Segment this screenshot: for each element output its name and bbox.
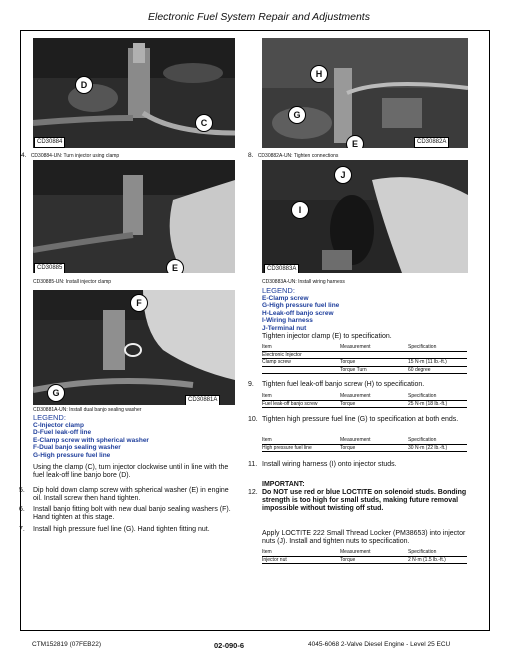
spec-group: Electronic Injector [262,351,467,359]
step-11-number: 11. [248,461,258,468]
legend-item: I-Wiring harness [262,317,313,325]
spec-cell: High pressure fuel line [262,444,340,452]
legend-heading: LEGEND: [33,413,66,422]
photo-id: CD30882A [414,137,449,148]
spec-header: Measurement [340,549,408,556]
spec-table-clamp [262,344,467,374]
callout-i: I [291,201,309,219]
callout-c: C [195,114,213,132]
legend-item: D-Fuel leak-off line [33,429,92,437]
photo-id: CD30884 [34,137,65,148]
caption-install-harness: CD30883A-UN: Install wiring harness [262,279,345,285]
step-12-number: 12. [248,489,258,496]
step-9-text: Tighten fuel leak-off banjo screw (H) to specification. [262,381,425,388]
spec-table-injector-nut [262,549,467,564]
step-6 [19,506,237,522]
photo-id: CD30881A [185,395,220,405]
callout-f: F [130,294,148,312]
spec-cell: Torque [340,556,408,564]
legend-heading: LEGEND: [262,286,295,295]
step-5-text: Dip hold down clamp screw with spherical washer (E) in engine oil. Install screw then hand tighten. [33,487,229,502]
caption-text: CD30884-UN: Turn injector using clamp [30,153,120,159]
step-10 [248,416,468,424]
important-label: IMPORTANT: [262,481,305,488]
step-4-number: 4. [21,152,27,159]
step-10-number: 10. [248,416,258,423]
spec-cell: 15 N·m (11 lb.-ft.) [408,359,467,367]
frame-right-border [489,30,490,630]
spec-cell [262,366,340,374]
step-5-number: 5. [19,487,25,494]
spec-header: Measurement [340,393,408,400]
photo-install-clamp [33,160,235,273]
legend-item: E-Clamp screw with spherical washer [33,436,149,444]
instruction-apply-loctite: Apply LOCTITE 222 Small Thread Locker (PM38653) into injector nuts (J). Install and tighten nuts to specification. [262,530,466,545]
step-7-text: Install high pressure fuel line (G). Hand tighten fitting nut. [33,526,210,533]
spec-table-fuel-line [262,437,467,452]
legend-left [33,414,149,460]
spec-header: Measurement [340,437,408,444]
callout-g: G [47,384,65,402]
step-8-caption [248,152,338,159]
spec-cell: Torque [340,400,408,408]
spec-cell: 30 N·m (22 lb.-ft.) [408,444,467,452]
spec-cell: 25 N·m (18 lb.-ft.) [408,400,467,408]
footer-divider [20,630,490,631]
step-11 [248,461,468,469]
callout-g: G [288,106,306,124]
spec-cell: Torque Turn [340,366,408,374]
important-text: Do NOT use red or blue LOCTITE on solenoid studs. Bonding strength is too high for small studs, making future removal impossible without twisting off stud. [262,489,467,512]
callout-h: H [310,65,328,83]
spec-header: Item [262,549,340,556]
spec-header: Specification [408,437,467,444]
legend-item: H-Leak-off banjo screw [262,309,334,317]
step-5 [19,487,237,503]
step-6-number: 6. [19,506,25,513]
spec-cell: Fuel leak-off banjo screw [262,400,340,408]
step-6-text: Install banjo fitting bolt with new dual banjo sealing washers (F). Hand tighten at this stage. [33,506,231,521]
spec-header: Item [262,344,340,351]
frame-left-border [20,30,21,630]
photo-turn-injector [33,38,235,148]
step-8-number: 8. [248,152,254,159]
step-7-number: 7. [19,526,25,533]
photo-id: CD30885 [34,263,65,273]
legend-item: G-High pressure fuel line [262,302,340,310]
spec-cell: 60 degree [408,366,467,374]
spec-header: Item [262,437,340,444]
instruction-tighten-clamp: Tighten injector clamp (E) to specification. [262,333,392,340]
page-header [20,8,490,31]
photo-install-harness [262,160,468,273]
step-4-caption [21,152,119,159]
spec-table-banjo [262,393,467,408]
spec-cell: Torque [340,359,408,367]
spec-header: Specification [408,549,467,556]
photo-tighten-connections [262,38,468,148]
photo-id: CD30883A [264,264,299,273]
callout-j: J [334,166,352,184]
callout-e: E [166,259,184,273]
spec-cell: Clamp screw [262,359,340,367]
callout-d: D [75,76,93,94]
step-7 [19,526,237,534]
spec-cell: Injector nut [262,556,340,564]
instruction-using-clamp: Using the clamp (C), turn injector clockwise until in line with the fuel leak-off line banjo bore (D). [33,464,229,479]
spec-cell: Torque [340,444,408,452]
caption-text: CD30882A-UN: Tighten connections [257,153,339,159]
step-9 [248,381,468,389]
footer-doc-id: CTM152819 (07FEB22) [32,641,102,648]
step-11-text: Install wiring harness (I) onto injector studs. [262,461,397,468]
legend-item: C-Injector clamp [33,421,84,429]
caption-install-washer: CD30881A-UN: Install dual banjo sealing washer [33,407,142,413]
caption-install-clamp: CD30885-UN: Install injector clamp [33,279,112,285]
step-9-number: 9. [248,381,254,388]
footer-manual-title: 4045-6068 2-Valve Diesel Engine - Level 25 ECU [308,641,451,648]
spec-header: Specification [408,344,467,351]
spec-header: Measurement [340,344,408,351]
important-notice [248,481,468,513]
spec-cell: 2 N·m (1.5 lb.-ft.) [408,556,467,564]
legend-item: E-Clamp screw [262,294,309,302]
callout-e: E [346,135,364,148]
spec-header: Specification [408,393,467,400]
legend-item: J-Terminal nut [262,324,307,332]
page-title: Electronic Fuel System Repair and Adjustments [148,11,370,23]
spec-header: Item [262,393,340,400]
legend-item: G-High pressure fuel line [33,451,111,459]
legend-item: F-Dual banjo sealing washer [33,444,121,452]
photo-install-washer [33,290,235,405]
legend-right [262,287,339,333]
footer-page-number: 02-090-6 [214,641,245,650]
step-10-text: Tighten high pressure fuel line (G) to specification at both ends. [262,416,459,423]
